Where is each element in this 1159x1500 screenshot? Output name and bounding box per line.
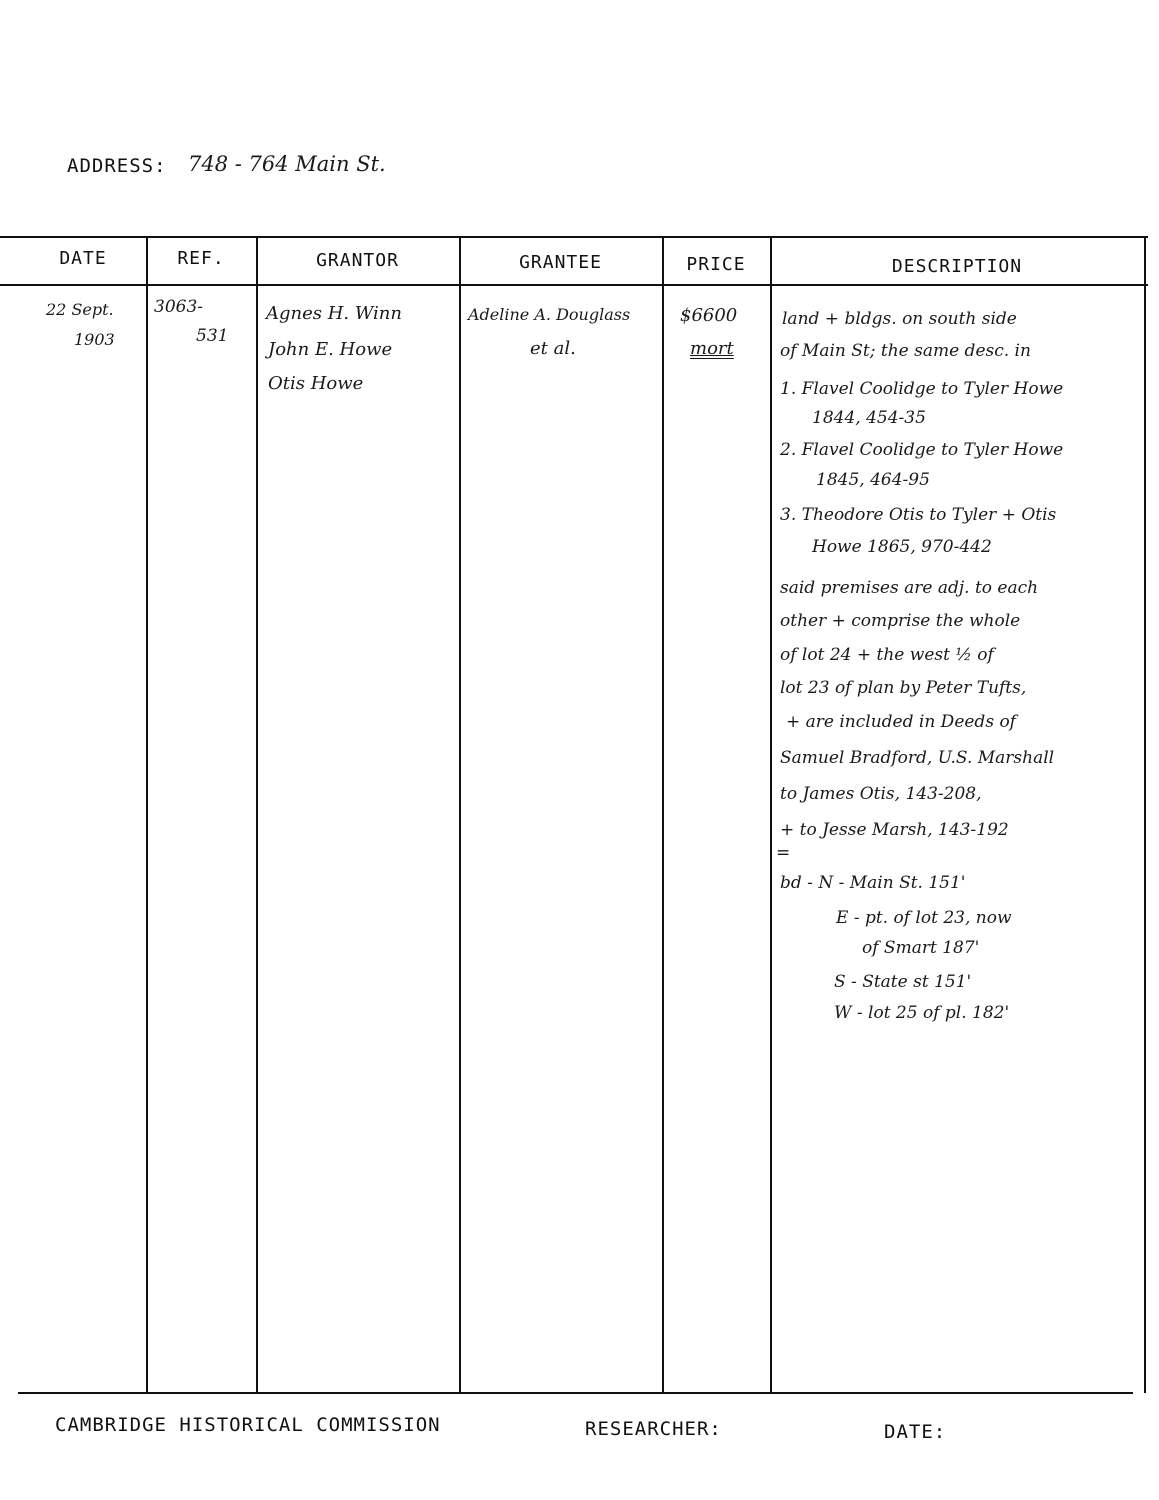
entry-description-line: 2. Flavel Coolidge to Tyler Howe: [780, 440, 1064, 460]
entry-description-line: S - State st 151': [834, 972, 972, 992]
footer-researcher-label: RESEARCHER:: [585, 1418, 722, 1440]
entry-description-line: to James Otis, 143-208,: [780, 784, 982, 804]
table-bottom-rule: [18, 1392, 1133, 1394]
entry-grantee-line-2: et al.: [530, 338, 576, 359]
col-divider-price-description: [770, 236, 772, 1393]
entry-price-line-1: $6600: [680, 305, 738, 326]
col-header-ref: REF.: [177, 248, 225, 269]
col-divider-date-ref: [146, 236, 148, 1393]
table-top-rule: [0, 236, 1148, 238]
table-right-rule: [1144, 236, 1146, 1393]
entry-description-line: other + comprise the whole: [780, 611, 1021, 631]
entry-description-line: of Smart 187': [862, 938, 980, 958]
col-header-price: PRICE: [686, 254, 746, 275]
entry-description-line: E - pt. of lot 23, now: [836, 908, 1012, 928]
entry-grantor-line-2: John E. Howe: [268, 339, 393, 360]
entry-grantor-line-1: Agnes H. Winn: [266, 303, 402, 324]
entry-description-line: + are included in Deeds of: [786, 712, 1016, 732]
entry-description-line: Howe 1865, 970-442: [812, 537, 992, 557]
entry-description-line: bd - N - Main St. 151': [780, 873, 966, 893]
col-header-grantor: GRANTOR: [316, 250, 399, 271]
col-header-grantee: GRANTEE: [519, 252, 602, 273]
entry-grantee-line-1: Adeline A. Douglass: [468, 305, 631, 324]
entry-description-line: land + bldgs. on south side: [782, 309, 1017, 329]
entry-description-line: 1845, 464-95: [816, 470, 930, 490]
col-divider-grantor-grantee: [459, 236, 461, 1393]
col-header-description: DESCRIPTION: [891, 256, 1023, 277]
entry-description-line: Samuel Bradford, U.S. Marshall: [780, 748, 1055, 768]
address-label: ADDRESS:: [67, 155, 167, 177]
footer-date-label: DATE:: [884, 1421, 947, 1443]
entry-description-line: 1. Flavel Coolidge to Tyler Howe: [780, 379, 1064, 399]
col-header-date: DATE: [59, 248, 107, 269]
entry-description-line: =: [776, 843, 791, 863]
entry-grantor-line-3: Otis Howe: [268, 373, 364, 394]
entry-ref-line-1: 3063-: [154, 297, 204, 317]
footer-organization: CAMBRIDGE HISTORICAL COMMISSION: [55, 1414, 441, 1436]
entry-description-line: of Main St; the same desc. in: [780, 341, 1031, 361]
entry-description-line: of lot 24 + the west ½ of: [780, 645, 994, 665]
col-divider-grantee-price: [662, 236, 664, 1393]
header-bottom-rule: [0, 284, 1148, 286]
entry-description-line: W - lot 25 of pl. 182': [834, 1003, 1010, 1023]
address-value: 748 - 764 Main St.: [188, 152, 386, 176]
entry-description-line: + to Jesse Marsh, 143-192: [780, 820, 1009, 840]
entry-date-line-1: 22 Sept.: [46, 300, 114, 319]
entry-description-line: lot 23 of plan by Peter Tufts,: [780, 678, 1027, 698]
entry-ref-line-2: 531: [196, 326, 229, 346]
col-divider-ref-grantor: [256, 236, 258, 1393]
entry-description-line: 3. Theodore Otis to Tyler + Otis: [780, 505, 1057, 525]
entry-price-line-2: mort: [690, 338, 734, 359]
entry-description-line: said premises are adj. to each: [780, 578, 1039, 598]
entry-date-line-2: 1903: [74, 330, 115, 349]
entry-description-line: 1844, 454-35: [812, 408, 926, 428]
